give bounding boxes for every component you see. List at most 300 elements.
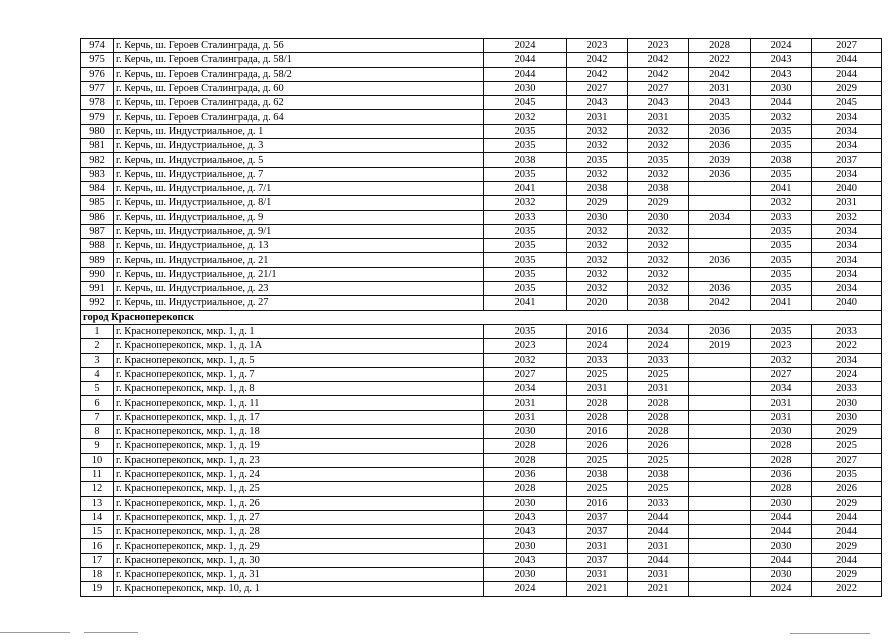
year-cell-1: 2035 [484, 167, 567, 181]
address-cell: г. Керчь, ш. Героев Сталинграда, д. 58/1 [114, 53, 484, 67]
year-cell-6: 2032 [812, 210, 882, 224]
row-number-cell: 12 [81, 482, 114, 496]
year-cell-3: 2032 [628, 224, 689, 238]
address-cell: г. Красноперекопск, мкр. 1, д. 30 [114, 553, 484, 567]
table-row [81, 239, 882, 253]
row-number-cell: 11 [81, 467, 114, 481]
year-cell-4: 2042 [689, 296, 751, 310]
year-cell-2: 2037 [567, 525, 628, 539]
year-cell-1: 2024 [484, 582, 567, 596]
year-cell-4 [689, 525, 751, 539]
row-number-cell: 15 [81, 525, 114, 539]
row-number-cell: 979 [81, 110, 114, 124]
address-cell: г. Красноперекопск, мкр. 1, д. 19 [114, 439, 484, 453]
year-cell-3: 2035 [628, 153, 689, 167]
year-cell-4 [689, 467, 751, 481]
year-cell-4: 2036 [689, 124, 751, 138]
year-cell-4 [689, 482, 751, 496]
year-cell-5: 2030 [751, 81, 812, 95]
row-number-cell: 988 [81, 239, 114, 253]
year-cell-6: 2044 [812, 553, 882, 567]
year-cell-2: 2043 [567, 96, 628, 110]
year-cell-4 [689, 239, 751, 253]
year-cell-5: 2030 [751, 539, 812, 553]
row-number-cell: 992 [81, 296, 114, 310]
year-cell-4: 2036 [689, 139, 751, 153]
year-cell-6: 2022 [812, 339, 882, 353]
row-number-cell: 14 [81, 510, 114, 524]
year-cell-6: 2034 [812, 110, 882, 124]
year-cell-3: 2032 [628, 253, 689, 267]
year-cell-4 [689, 224, 751, 238]
row-number-cell: 976 [81, 67, 114, 81]
year-cell-6: 2034 [812, 139, 882, 153]
year-cell-1: 2035 [484, 124, 567, 138]
address-cell: г. Керчь, ш. Индустриальное, д. 9/1 [114, 224, 484, 238]
row-number-cell: 977 [81, 81, 114, 95]
address-cell: г. Керчь, ш. Индустриальное, д. 27 [114, 296, 484, 310]
year-cell-3: 2028 [628, 425, 689, 439]
year-cell-2: 2029 [567, 196, 628, 210]
year-cell-4: 2031 [689, 81, 751, 95]
year-cell-3: 2044 [628, 525, 689, 539]
year-cell-4 [689, 496, 751, 510]
year-cell-5: 2023 [751, 339, 812, 353]
year-cell-3: 2025 [628, 482, 689, 496]
year-cell-2: 2027 [567, 81, 628, 95]
year-cell-5: 2041 [751, 296, 812, 310]
year-cell-2: 2032 [567, 224, 628, 238]
address-cell: г. Красноперекопск, мкр. 1, д. 28 [114, 525, 484, 539]
address-cell: г. Керчь, ш. Героев Сталинграда, д. 64 [114, 110, 484, 124]
year-cell-3: 2038 [628, 467, 689, 481]
year-cell-6: 2034 [812, 167, 882, 181]
year-cell-6: 2033 [812, 382, 882, 396]
year-cell-6: 2029 [812, 425, 882, 439]
year-cell-5: 2035 [751, 167, 812, 181]
year-cell-5: 2028 [751, 453, 812, 467]
year-cell-1: 2030 [484, 81, 567, 95]
year-cell-3: 2033 [628, 496, 689, 510]
address-cell: г. Красноперекопск, мкр. 1, д. 1 [114, 324, 484, 338]
year-cell-4: 2042 [689, 67, 751, 81]
year-cell-3: 2042 [628, 67, 689, 81]
year-cell-1: 2030 [484, 539, 567, 553]
year-cell-3: 2031 [628, 539, 689, 553]
address-cell: г. Красноперекопск, мкр. 1, д. 29 [114, 539, 484, 553]
year-cell-6: 2026 [812, 482, 882, 496]
address-cell: г. Керчь, ш. Индустриальное, д. 7 [114, 167, 484, 181]
address-cell: г. Красноперекопск, мкр. 1, д. 5 [114, 353, 484, 367]
year-cell-5: 2024 [751, 582, 812, 596]
table-row [81, 81, 882, 95]
address-cell: г. Керчь, ш. Героев Сталинграда, д. 60 [114, 81, 484, 95]
row-number-cell: 5 [81, 382, 114, 396]
year-cell-1: 2045 [484, 96, 567, 110]
year-cell-6: 2033 [812, 324, 882, 338]
row-number-cell: 982 [81, 153, 114, 167]
year-cell-4: 2039 [689, 153, 751, 167]
table-row [81, 425, 882, 439]
year-cell-3: 2038 [628, 296, 689, 310]
address-cell: г. Керчь, ш. Индустриальное, д. 7/1 [114, 181, 484, 195]
table-row [81, 39, 882, 53]
year-cell-2: 2032 [567, 139, 628, 153]
year-cell-3: 2023 [628, 39, 689, 53]
year-cell-4: 2036 [689, 324, 751, 338]
year-cell-3: 2021 [628, 582, 689, 596]
year-cell-5: 2034 [751, 382, 812, 396]
year-cell-6: 2045 [812, 96, 882, 110]
year-cell-1: 2043 [484, 553, 567, 567]
table-row [81, 382, 882, 396]
table-row [81, 567, 882, 581]
year-cell-3: 2042 [628, 53, 689, 67]
table-row [81, 110, 882, 124]
table-row [81, 296, 882, 310]
row-number-cell: 987 [81, 224, 114, 238]
year-cell-3: 2032 [628, 267, 689, 281]
year-cell-2: 2038 [567, 467, 628, 481]
table-row [81, 439, 882, 453]
scan-artifact-line [0, 632, 70, 633]
year-cell-3: 2031 [628, 382, 689, 396]
year-cell-2: 2028 [567, 396, 628, 410]
year-cell-1: 2035 [484, 253, 567, 267]
table-row [81, 525, 882, 539]
year-cell-6: 2037 [812, 153, 882, 167]
year-cell-2: 2032 [567, 167, 628, 181]
year-cell-4 [689, 396, 751, 410]
table-row [81, 353, 882, 367]
year-cell-5: 2031 [751, 410, 812, 424]
row-number-cell: 16 [81, 539, 114, 553]
row-number-cell: 986 [81, 210, 114, 224]
table-row [81, 339, 882, 353]
year-cell-1: 2028 [484, 439, 567, 453]
year-cell-2: 2032 [567, 267, 628, 281]
year-cell-5: 2044 [751, 510, 812, 524]
row-number-cell: 984 [81, 181, 114, 195]
year-cell-4 [689, 196, 751, 210]
address-cell: г. Красноперекопск, мкр. 1, д. 18 [114, 425, 484, 439]
table-row [81, 253, 882, 267]
year-cell-1: 2043 [484, 525, 567, 539]
row-number-cell: 18 [81, 567, 114, 581]
year-cell-1: 2038 [484, 153, 567, 167]
table-row [81, 167, 882, 181]
year-cell-5: 2024 [751, 39, 812, 53]
year-cell-5: 2036 [751, 467, 812, 481]
year-cell-2: 2025 [567, 367, 628, 381]
year-cell-2: 2031 [567, 539, 628, 553]
year-cell-4 [689, 510, 751, 524]
year-cell-4 [689, 439, 751, 453]
year-cell-1: 2023 [484, 339, 567, 353]
year-cell-4 [689, 353, 751, 367]
row-number-cell: 19 [81, 582, 114, 596]
year-cell-4 [689, 582, 751, 596]
address-cell: г. Керчь, ш. Индустриальное, д. 1 [114, 124, 484, 138]
address-cell: г. Керчь, ш. Героев Сталинграда, д. 56 [114, 39, 484, 53]
year-cell-6: 2022 [812, 582, 882, 596]
year-cell-6: 2044 [812, 525, 882, 539]
row-number-cell: 980 [81, 124, 114, 138]
year-cell-6: 2044 [812, 67, 882, 81]
year-cell-3: 2038 [628, 181, 689, 195]
year-cell-5: 2027 [751, 367, 812, 381]
year-cell-1: 2030 [484, 496, 567, 510]
year-cell-2: 2031 [567, 567, 628, 581]
address-cell: г. Керчь, ш. Индустриальное, д. 8/1 [114, 196, 484, 210]
year-cell-3: 2024 [628, 339, 689, 353]
year-cell-5: 2044 [751, 525, 812, 539]
year-cell-4 [689, 367, 751, 381]
year-cell-1: 2035 [484, 282, 567, 296]
year-cell-1: 2031 [484, 410, 567, 424]
year-cell-5: 2028 [751, 482, 812, 496]
row-number-cell: 10 [81, 453, 114, 467]
table-row [81, 181, 882, 195]
year-cell-3: 2031 [628, 567, 689, 581]
row-number-cell: 3 [81, 353, 114, 367]
year-cell-6: 2030 [812, 396, 882, 410]
year-cell-6: 2031 [812, 196, 882, 210]
table-row [81, 396, 882, 410]
year-cell-5: 2031 [751, 396, 812, 410]
year-cell-6: 2030 [812, 410, 882, 424]
address-cell: г. Керчь, ш. Индустриальное, д. 3 [114, 139, 484, 153]
year-cell-1: 2044 [484, 67, 567, 81]
year-cell-5: 2033 [751, 210, 812, 224]
address-cell: г. Керчь, ш. Индустриальное, д. 23 [114, 282, 484, 296]
year-cell-5: 2035 [751, 253, 812, 267]
year-cell-4 [689, 425, 751, 439]
year-cell-1: 2035 [484, 324, 567, 338]
year-cell-2: 2032 [567, 124, 628, 138]
table-row [81, 196, 882, 210]
address-cell: г. Красноперекопск, мкр. 1, д. 11 [114, 396, 484, 410]
year-cell-1: 2035 [484, 239, 567, 253]
row-number-cell: 13 [81, 496, 114, 510]
table-row [81, 496, 882, 510]
table-row [81, 367, 882, 381]
year-cell-1: 2041 [484, 296, 567, 310]
year-cell-6: 2034 [812, 253, 882, 267]
year-cell-1: 2035 [484, 224, 567, 238]
year-cell-2: 2031 [567, 110, 628, 124]
section-header-row [81, 310, 882, 324]
year-cell-6: 2034 [812, 224, 882, 238]
year-cell-4 [689, 553, 751, 567]
year-cell-5: 2044 [751, 553, 812, 567]
section-title: город Красноперекопск [81, 310, 882, 324]
year-cell-1: 2035 [484, 139, 567, 153]
address-cell: г. Красноперекопск, мкр. 1, д. 7 [114, 367, 484, 381]
year-cell-4: 2035 [689, 110, 751, 124]
row-number-cell: 6 [81, 396, 114, 410]
year-cell-5: 2035 [751, 124, 812, 138]
year-cell-2: 2025 [567, 482, 628, 496]
row-number-cell: 974 [81, 39, 114, 53]
year-cell-4: 2036 [689, 167, 751, 181]
table-row [81, 282, 882, 296]
row-number-cell: 978 [81, 96, 114, 110]
address-cell: г. Керчь, ш. Индустриальное, д. 13 [114, 239, 484, 253]
year-cell-2: 2037 [567, 510, 628, 524]
year-cell-5: 2043 [751, 53, 812, 67]
address-cell: г. Керчь, ш. Индустриальное, д. 21 [114, 253, 484, 267]
year-cell-2: 2026 [567, 439, 628, 453]
row-number-cell: 9 [81, 439, 114, 453]
table-row [81, 539, 882, 553]
table-row [81, 124, 882, 138]
year-cell-6: 2029 [812, 81, 882, 95]
year-cell-2: 2038 [567, 181, 628, 195]
table-row [81, 324, 882, 338]
table-row [81, 410, 882, 424]
row-number-cell: 985 [81, 196, 114, 210]
row-number-cell: 989 [81, 253, 114, 267]
year-cell-3: 2026 [628, 439, 689, 453]
year-cell-2: 2028 [567, 410, 628, 424]
year-cell-3: 2028 [628, 396, 689, 410]
address-cell: г. Керчь, ш. Героев Сталинграда, д. 62 [114, 96, 484, 110]
year-cell-2: 2032 [567, 253, 628, 267]
year-cell-3: 2032 [628, 239, 689, 253]
year-cell-1: 2024 [484, 39, 567, 53]
year-cell-2: 2042 [567, 67, 628, 81]
address-cell: г. Красноперекопск, мкр. 1, д. 26 [114, 496, 484, 510]
table-row [81, 224, 882, 238]
year-cell-6: 2044 [812, 53, 882, 67]
row-number-cell: 975 [81, 53, 114, 67]
row-number-cell: 4 [81, 367, 114, 381]
year-cell-4: 2022 [689, 53, 751, 67]
row-number-cell: 990 [81, 267, 114, 281]
year-cell-2: 2032 [567, 239, 628, 253]
year-cell-6: 2025 [812, 439, 882, 453]
year-cell-6: 2029 [812, 539, 882, 553]
year-cell-6: 2027 [812, 453, 882, 467]
address-cell: г. Красноперекопск, мкр. 10, д. 1 [114, 582, 484, 596]
year-cell-5: 2032 [751, 353, 812, 367]
year-cell-6: 2029 [812, 567, 882, 581]
row-number-cell: 2 [81, 339, 114, 353]
year-cell-5: 2035 [751, 139, 812, 153]
table-row [81, 582, 882, 596]
address-cell: г. Красноперекопск, мкр. 1, д. 1А [114, 339, 484, 353]
year-cell-3: 2032 [628, 282, 689, 296]
year-cell-1: 2030 [484, 425, 567, 439]
year-cell-3: 2031 [628, 110, 689, 124]
year-cell-2: 2016 [567, 425, 628, 439]
year-cell-6: 2040 [812, 296, 882, 310]
address-cell: г. Красноперекопск, мкр. 1, д. 17 [114, 410, 484, 424]
year-cell-3: 2028 [628, 410, 689, 424]
year-cell-3: 2032 [628, 139, 689, 153]
year-cell-1: 2041 [484, 181, 567, 195]
scan-artifact-line [790, 633, 870, 634]
address-cell: г. Керчь, ш. Героев Сталинграда, д. 58/2 [114, 67, 484, 81]
year-cell-3: 2032 [628, 167, 689, 181]
year-cell-6: 2044 [812, 510, 882, 524]
year-cell-1: 2034 [484, 382, 567, 396]
year-cell-5: 2035 [751, 267, 812, 281]
year-cell-5: 2035 [751, 239, 812, 253]
year-cell-6: 2034 [812, 239, 882, 253]
year-cell-2: 2025 [567, 453, 628, 467]
year-cell-4: 2034 [689, 210, 751, 224]
year-cell-3: 2033 [628, 353, 689, 367]
year-cell-1: 2027 [484, 367, 567, 381]
year-cell-5: 2028 [751, 439, 812, 453]
year-cell-5: 2035 [751, 282, 812, 296]
year-cell-4: 2019 [689, 339, 751, 353]
year-cell-3: 2032 [628, 124, 689, 138]
year-cell-5: 2043 [751, 67, 812, 81]
year-cell-2: 2024 [567, 339, 628, 353]
row-number-cell: 7 [81, 410, 114, 424]
year-cell-3: 2027 [628, 81, 689, 95]
year-cell-1: 2028 [484, 453, 567, 467]
address-cell: г. Красноперекопск, мкр. 1, д. 27 [114, 510, 484, 524]
year-cell-6: 2027 [812, 39, 882, 53]
year-cell-5: 2030 [751, 496, 812, 510]
table-row [81, 467, 882, 481]
year-cell-6: 2024 [812, 367, 882, 381]
year-cell-1: 2036 [484, 467, 567, 481]
housing-schedule-table [80, 38, 882, 597]
row-number-cell: 991 [81, 282, 114, 296]
year-cell-4 [689, 382, 751, 396]
year-cell-6: 2034 [812, 282, 882, 296]
year-cell-6: 2034 [812, 353, 882, 367]
year-cell-4: 2028 [689, 39, 751, 53]
address-cell: г. Красноперекопск, мкр. 1, д. 24 [114, 467, 484, 481]
year-cell-2: 2016 [567, 496, 628, 510]
address-cell: г. Керчь, ш. Индустриальное, д. 21/1 [114, 267, 484, 281]
year-cell-3: 2034 [628, 324, 689, 338]
row-number-cell: 983 [81, 167, 114, 181]
year-cell-6: 2040 [812, 181, 882, 195]
table-row [81, 553, 882, 567]
year-cell-2: 2035 [567, 153, 628, 167]
address-cell: г. Красноперекопск, мкр. 1, д. 8 [114, 382, 484, 396]
table-row [81, 482, 882, 496]
address-cell: г. Красноперекопск, мкр. 1, д. 23 [114, 453, 484, 467]
year-cell-3: 2030 [628, 210, 689, 224]
address-cell: г. Красноперекопск, мкр. 1, д. 31 [114, 567, 484, 581]
year-cell-3: 2043 [628, 96, 689, 110]
year-cell-1: 2032 [484, 196, 567, 210]
year-cell-5: 2030 [751, 567, 812, 581]
row-number-cell: 1 [81, 324, 114, 338]
scan-artifact-line [84, 632, 138, 633]
year-cell-6: 2034 [812, 124, 882, 138]
year-cell-1: 2031 [484, 396, 567, 410]
year-cell-4 [689, 267, 751, 281]
year-cell-1: 2030 [484, 567, 567, 581]
year-cell-4: 2036 [689, 253, 751, 267]
year-cell-1: 2035 [484, 267, 567, 281]
year-cell-2: 2033 [567, 353, 628, 367]
table-row [81, 453, 882, 467]
year-cell-1: 2032 [484, 353, 567, 367]
year-cell-4 [689, 539, 751, 553]
address-cell: г. Красноперекопск, мкр. 1, д. 25 [114, 482, 484, 496]
year-cell-3: 2025 [628, 367, 689, 381]
